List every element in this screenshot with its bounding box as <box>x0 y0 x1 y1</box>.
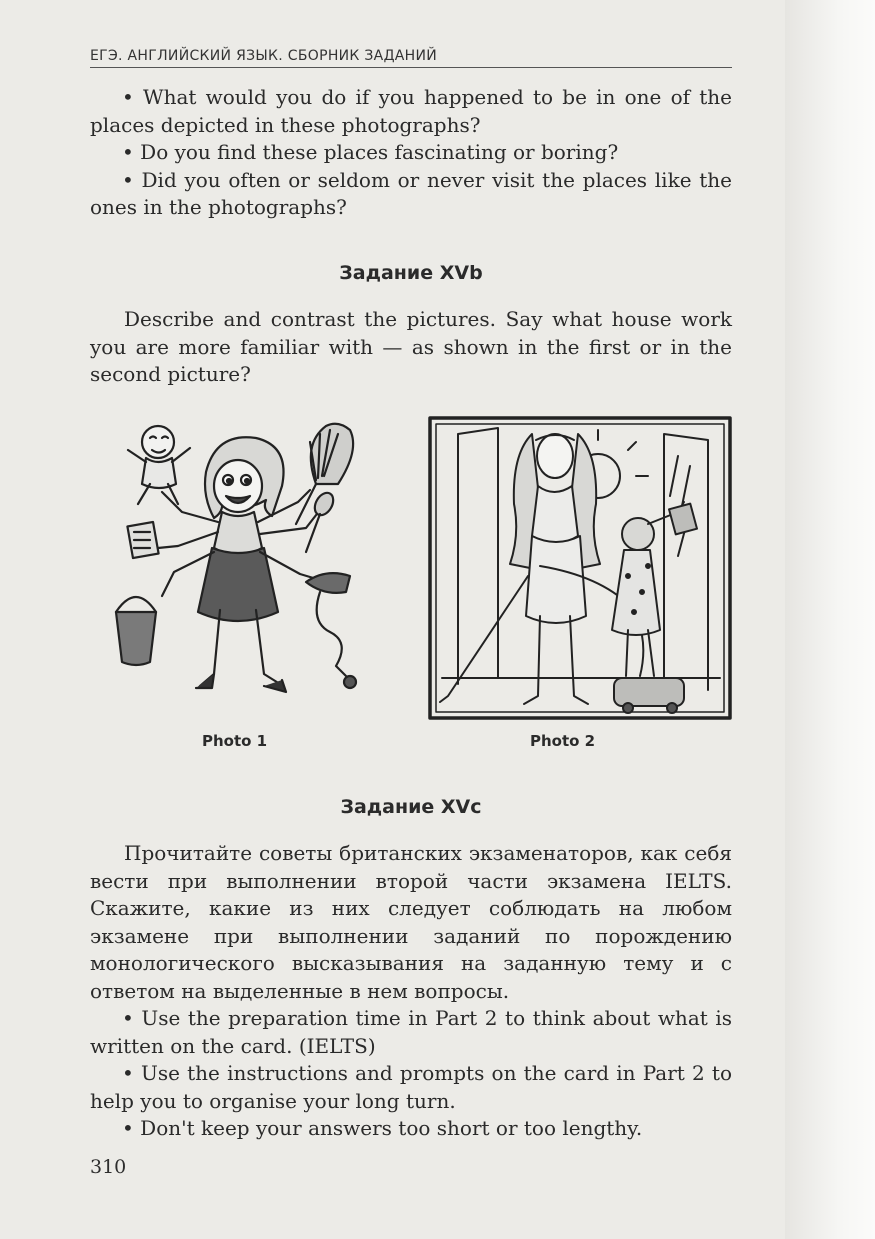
page-edge-shadow <box>785 0 875 1239</box>
task-xvc-intro: Прочитайте советы британских экзаменаторов, как себя вести при выполнении второй части экзамена IELTS. Скажите, какие из них следует соблюдать на любом экзамене при выполнении заданий по порождению монологического высказывания на заданную тему и с ответом на выделенные в нем вопросы. <box>90 841 732 1003</box>
bullet-item: • Don't keep your answers too short or too lengthy. <box>122 1116 643 1140</box>
photo-1-illustration <box>110 412 380 712</box>
photo-2-caption: Photo 2 <box>530 732 596 750</box>
task-xvc-body <box>90 840 732 1143</box>
running-header: ЕГЭ. АНГЛИЙСКИЙ ЯЗЫК. СБОРНИК ЗАДАНИЙ <box>90 48 732 68</box>
page-number: 310 <box>90 1156 127 1178</box>
bullet-item: • Did you often or seldom or never visit the places like the ones in the photographs? <box>90 167 732 219</box>
photo-1-caption: Photo 1 <box>202 732 268 750</box>
task-xvb-instruction <box>90 306 732 389</box>
task-xvc-heading: Задание XVc <box>340 796 482 818</box>
photo-2-illustration <box>428 416 732 720</box>
instruction-text: Describe and contrast the pictures. Say what house work you are more familiar with — as shown in the first or in the second picture? <box>90 307 732 386</box>
intro-bullet-list <box>90 84 732 222</box>
bullet-item: • What would you do if you happened to be in one of the places depicted in these photographs? <box>90 85 732 137</box>
bullet-item: • Use the instructions and prompts on the card in Part 2 to help you to organise your long turn. <box>90 1061 732 1113</box>
bullet-item: • Use the preparation time in Part 2 to think about what is written on the card. (IELTS) <box>90 1006 732 1058</box>
task-xvb-heading: Задание XVb <box>339 262 483 284</box>
bullet-item: • Do you find these places fascinating or boring? <box>122 140 619 164</box>
